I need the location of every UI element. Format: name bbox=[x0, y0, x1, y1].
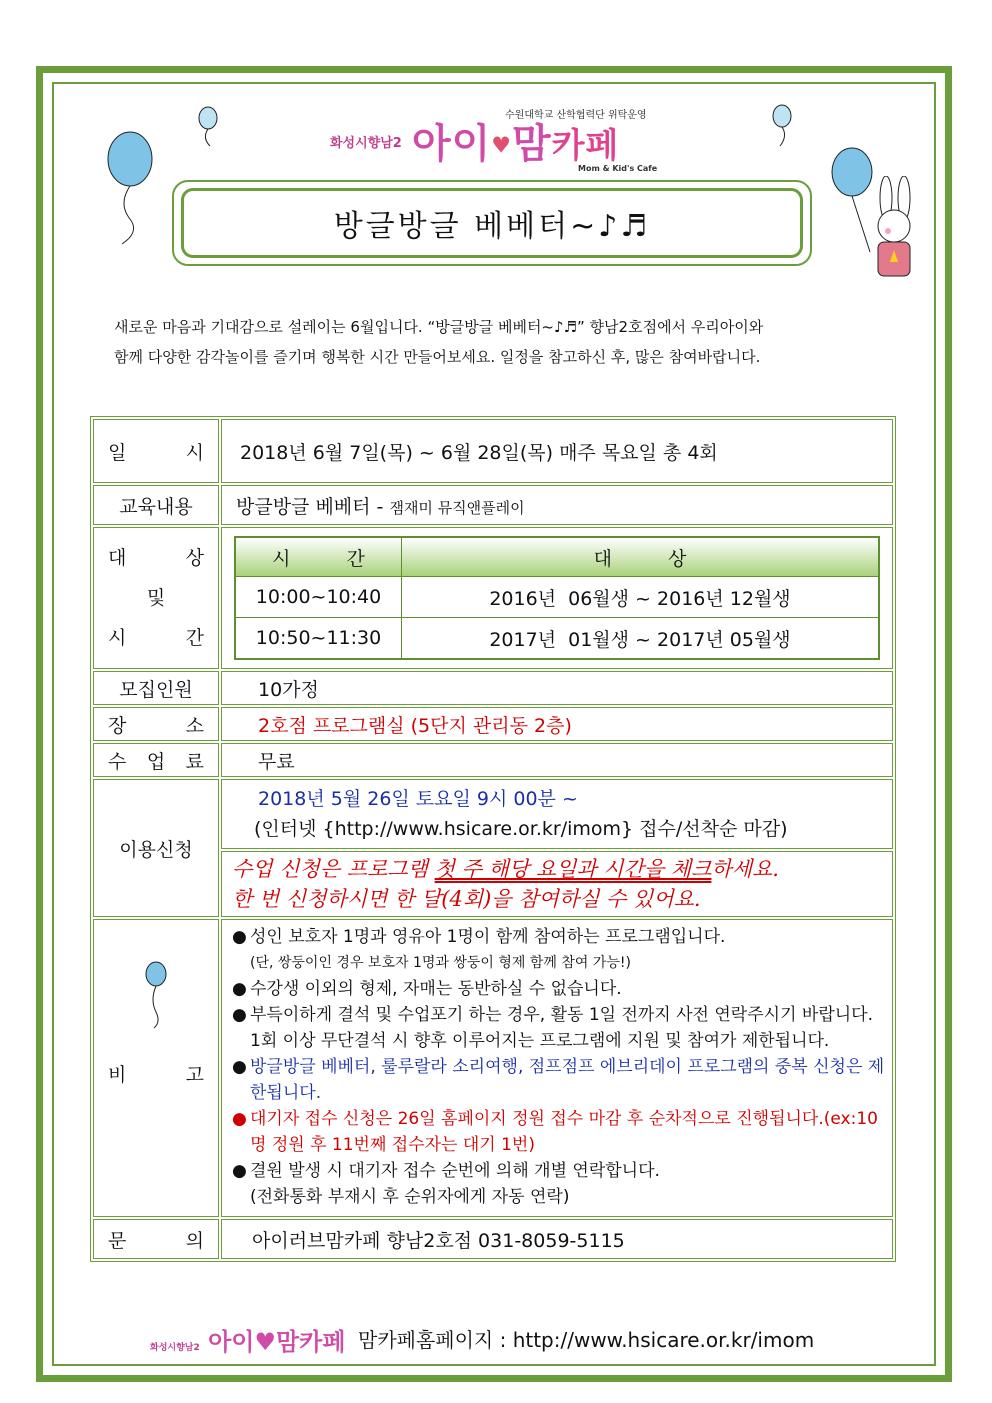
page-title: 방글방글 베베터~♪♬ bbox=[181, 188, 803, 258]
notes-cell bbox=[221, 919, 893, 1217]
table-row bbox=[93, 419, 893, 483]
logo-subtitle: 수원대학교 산학협력단 위탁운영 bbox=[505, 110, 647, 121]
info-table bbox=[90, 416, 896, 1262]
logo-main-text: 아이♥맘카페 bbox=[412, 121, 620, 167]
table-row bbox=[93, 779, 893, 849]
table-row bbox=[93, 743, 893, 777]
table-row bbox=[93, 671, 893, 705]
schedule-time: 10:00~10:40 bbox=[235, 577, 402, 618]
list-item: (단, 쌍둥이인 경우 보호자 1명과 쌍둥이 형제 함께 참여 가능!) bbox=[250, 955, 631, 971]
logo-english-text: Mom & Kid's Cafe bbox=[578, 164, 658, 173]
apply-info: 2018년 5월 26일 토요일 9시 00분 ~ (인터넷 {http://www.hsicare.or.kr/imom} 접수/선착순 마감) bbox=[221, 779, 893, 849]
target-label: 대 상 및 시 간 bbox=[93, 527, 219, 669]
contact-value: 아이러브맘카페 향남2호점 031-8059-5115 bbox=[221, 1219, 893, 1259]
list-item: ● 방글방글 베베터, 룰루랄라 소리여행, 점프점프 에브리데이 프로그램의 중복 신청은 제한됩니다. bbox=[232, 1057, 885, 1103]
footer-logo: 화성시향남2 아이♥맘카페 bbox=[150, 1328, 346, 1356]
schedule-target: 2017년 01월생 ~ 2017년 05월생 bbox=[402, 618, 880, 660]
content-label: 교육내용 bbox=[93, 485, 219, 525]
date-label: 일 시 bbox=[93, 419, 219, 483]
intro-text: 새로운 마음과 기대감으로 설레이는 6월입니다. “방글방글 베베터~♪♬” 향남2호점에서 우리아이와 함께 다양한 감각놀이를 즐기며 행복한 시간 만들어보세요. 일정을 참고하신 후, 많은 참여바랍니다. bbox=[114, 318, 764, 366]
table-row bbox=[93, 527, 893, 669]
balloon-small-icon bbox=[141, 960, 171, 1030]
schedule-table bbox=[234, 536, 880, 660]
footer-homepage-link[interactable]: 맘카페홈페이지 : http://www.hsicare.or.kr/imom bbox=[358, 1328, 815, 1352]
list-item: (전화통화 부재시 후 순위자에게 자동 연락) bbox=[250, 1187, 570, 1207]
place-value: 2호점 프로그램실 (5단지 관리동 2층) bbox=[221, 707, 893, 741]
schedule-cell bbox=[221, 527, 893, 669]
list-item: ● 수강생 이외의 형제, 자매는 동반하실 수 없습니다. bbox=[232, 979, 622, 999]
list-item: ● 대기자 접수 신청은 26일 홈페이지 정원 접수 마감 후 순차적으로 진행됩니다.(ex:10명 정원 후 11번째 접수자는 대기 1번) bbox=[232, 1109, 878, 1155]
schedule-header bbox=[235, 537, 879, 577]
list-item: ● 결원 발생 시 대기자 접수 순번에 의해 개별 연락합니다. bbox=[232, 1161, 660, 1181]
apply-warning: 수업 신청은 프로그램 첫 주 해당 요일과 시간을 체크하세요. 한 번 신청하시면 한 달(4회)을 참여하실 수 있어요. bbox=[221, 851, 893, 917]
list-item: ● 부득이하게 결석 및 수업포기 하는 경우, 활동 1일 전까지 사전 연락주시기 바랍니다. 1회 이상 무단결석 시 향후 이루어지는 프로그램에 지원 및 참여가 제한됩니다. bbox=[232, 1005, 873, 1051]
footer bbox=[140, 1318, 860, 1358]
table-row bbox=[93, 1219, 893, 1259]
schedule-head-target: 대 상 bbox=[402, 537, 880, 577]
schedule-row bbox=[235, 618, 879, 660]
schedule-target: 2016년 06월생 ~ 2016년 12월생 bbox=[402, 577, 880, 618]
schedule-row bbox=[235, 577, 879, 618]
note-label: 비 고 bbox=[93, 919, 219, 1217]
rabbit-icon bbox=[858, 176, 928, 286]
list-item: ● 성인 보호자 1명과 영유아 1명이 함께 참여하는 프로그램입니다. bbox=[232, 927, 726, 947]
table-row bbox=[93, 485, 893, 525]
fee-label: 수 업 료 bbox=[93, 743, 219, 777]
content-value: 방글방글 베베터 - 잼재미 뮤직앤플레이 bbox=[221, 485, 893, 525]
table-row bbox=[93, 919, 893, 1217]
contact-label: 문 의 bbox=[93, 1219, 219, 1259]
recruit-label: 모집인원 bbox=[93, 671, 219, 705]
schedule-head-time: 시 간 bbox=[235, 537, 402, 577]
recruit-value: 10가정 bbox=[221, 671, 893, 705]
fee-value: 무료 bbox=[221, 743, 893, 777]
schedule-time: 10:50~11:30 bbox=[235, 618, 402, 660]
date-value: 2018년 6월 7일(목) ~ 6월 28일(목) 매주 목요일 총 4회 bbox=[221, 419, 893, 483]
notes-list bbox=[228, 920, 886, 1216]
logo-region-text: 화성시향남2 bbox=[330, 136, 402, 151]
apply-label: 이용신청 bbox=[93, 779, 219, 917]
table-row bbox=[93, 707, 893, 741]
place-label: 장 소 bbox=[93, 707, 219, 741]
